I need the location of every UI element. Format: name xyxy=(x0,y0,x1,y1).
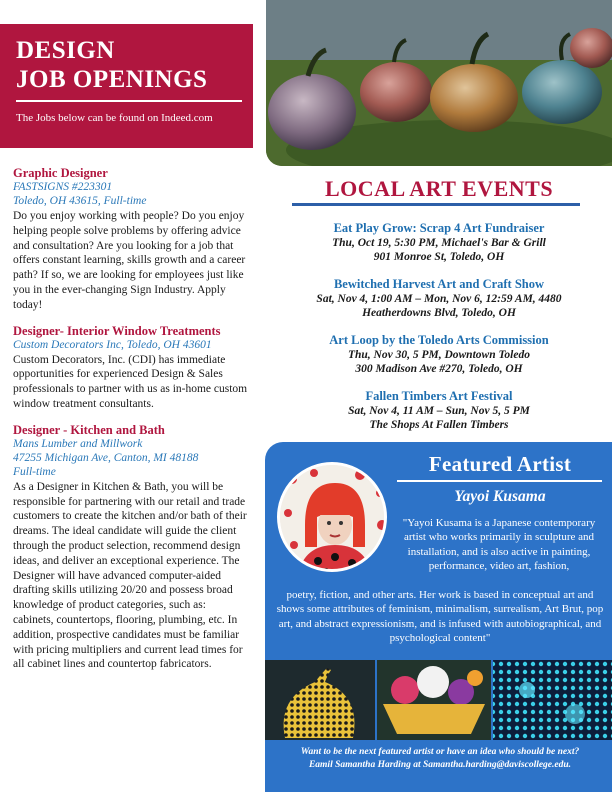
job-type: Full-time xyxy=(13,465,56,478)
event-item xyxy=(286,221,592,264)
event-item xyxy=(286,389,592,432)
job-title: Graphic Designer xyxy=(13,166,108,180)
pumpkin-shape xyxy=(268,74,356,150)
featured-divider xyxy=(397,480,602,482)
job-description: As a Designer in Kitchen & Bath, you will be responsible for partnering with our retail and trade customers to create the kitchen and/or bath of their dreams. The ideal candidate will guide the client through the product selection, recommend design ideas, and deliver an exceptional experience. The Designer will have advanced computer-aided drafting skills utilizing 20/20 and possess broad knowledge of product categories, such as: cabinets, countertops, flooring, plumbing, etc. In addition, prospective candidates must be familiar with pricing multipliers and current lead times for all cabinet lines and countertop fabricators. xyxy=(13,480,247,671)
jobs-title-line2: JOB OPENINGS xyxy=(16,66,208,93)
glass-pumpkins-photo xyxy=(266,0,612,166)
event-details-line1: Sat, Nov 4, 11 AM – Sun, Nov 5, 5 PM xyxy=(348,405,530,417)
event-name: Bewitched Harvest Art and Craft Show xyxy=(333,277,545,291)
pumpkin-shape xyxy=(570,28,612,68)
job-location: Toledo, OH 43615, Full-time xyxy=(13,195,147,207)
event-details-line2: Heatherdowns Blvd, Toledo, OH xyxy=(362,307,516,319)
job-listings xyxy=(13,166,249,683)
jobs-header xyxy=(0,24,253,148)
job-listing-kitchen-bath xyxy=(13,423,249,672)
glass-pumpkins-illustration xyxy=(266,0,612,166)
featured-artist-cta xyxy=(273,746,607,771)
job-company: Custom Decorators Inc, Toledo, OH 43601 xyxy=(13,338,212,351)
event-name: Eat Play Grow: Scrap 4 Art Fundraiser xyxy=(333,221,545,235)
events-divider xyxy=(292,203,580,206)
event-details-line2: The Shops At Fallen Timbers xyxy=(369,419,509,431)
event-name: Art Loop by the Toledo Arts Commission xyxy=(329,333,549,347)
job-company: FASTSIGNS #223301 xyxy=(13,181,113,193)
infinity-dots-artwork xyxy=(493,660,612,740)
artist-portrait-illustration xyxy=(280,465,387,572)
cta-line1: Want to be the next featured artist or have an idea who should be next? xyxy=(300,747,580,757)
event-name: Fallen Timbers Art Festival xyxy=(365,389,513,403)
job-company: Mans Lumber and Millwork xyxy=(13,437,143,450)
pumpkin-shape xyxy=(360,62,432,122)
jobs-title-line1: DESIGN xyxy=(16,37,115,64)
featured-artist-title: Featured Artist xyxy=(428,452,572,476)
featured-artist-panel xyxy=(265,442,612,792)
job-listing-graphic-designer xyxy=(13,166,249,313)
event-item xyxy=(286,333,592,376)
job-title: Designer - Kitchen and Bath xyxy=(13,422,165,437)
job-description: Custom Decorators, Inc. (CDI) has immediate opportunities for experienced Design & Sales professionals to partner with us as in-home custom window treatment consultants. xyxy=(13,353,248,410)
pumpkin-shape xyxy=(430,64,518,132)
jobs-header-divider xyxy=(16,100,242,102)
artist-portrait xyxy=(277,462,387,572)
event-details-line1: Sat, Nov 4, 1:00 AM – Mon, Nov 6, 12:59 AM, 4480 xyxy=(316,293,562,305)
artist-bio-bottom: poetry, fiction, and other arts. Her work is based in conceptual art and shows some attributes of feminism, minimalism, surrealism, Art Brut, pop art, and abstract expressionism, and is infused with autobiographical, and psychological content" xyxy=(276,589,604,644)
jobs-subtitle: The Jobs below can be found on Indeed.com xyxy=(16,112,213,124)
job-listing-window-treatments xyxy=(13,324,249,412)
artwork-strip-illustration xyxy=(265,660,612,740)
pumpkin-shape xyxy=(522,60,602,124)
event-details-line2: 300 Madison Ave #270, Toledo, OH xyxy=(355,363,523,375)
event-details-line1: Thu, Oct 19, 5:30 PM, Michael's Bar & Grill xyxy=(332,237,546,249)
event-details-line1: Thu, Nov 30, 5 PM, Downtown Toledo xyxy=(347,349,530,361)
events-list xyxy=(286,221,592,445)
event-details-line2: 901 Monroe St, Toledo, OH xyxy=(373,251,505,263)
artist-name: Yayoi Kusama xyxy=(454,488,546,505)
job-title: Designer- Interior Window Treatments xyxy=(13,323,221,338)
job-location: 47255 Michigan Ave, Canton, MI 48188 xyxy=(13,451,199,464)
events-title: LOCAL ART EVENTS xyxy=(324,176,554,201)
flower-basket-artwork xyxy=(383,704,485,734)
job-description: Do you enjoy working with people? Do you enjoy helping people solve problems by offering advice and consultation? Are you looking for a job that offers constant learning, skills growth and a career path? If so, we are looking for employees just like you in the ever-changing Sign Industry. Apply today! xyxy=(13,210,246,311)
artist-bio-top: "Yayoi Kusama is a Japanese contemporary artist who works primarily in sculpture and installation, and is also active in painting, performance, video art, fashion, xyxy=(402,517,596,572)
artwork-strip xyxy=(265,660,612,740)
event-item xyxy=(286,277,592,320)
cta-line2: Eamil Samantha Harding at Samantha.harding@daviscollege.edu. xyxy=(308,759,572,770)
